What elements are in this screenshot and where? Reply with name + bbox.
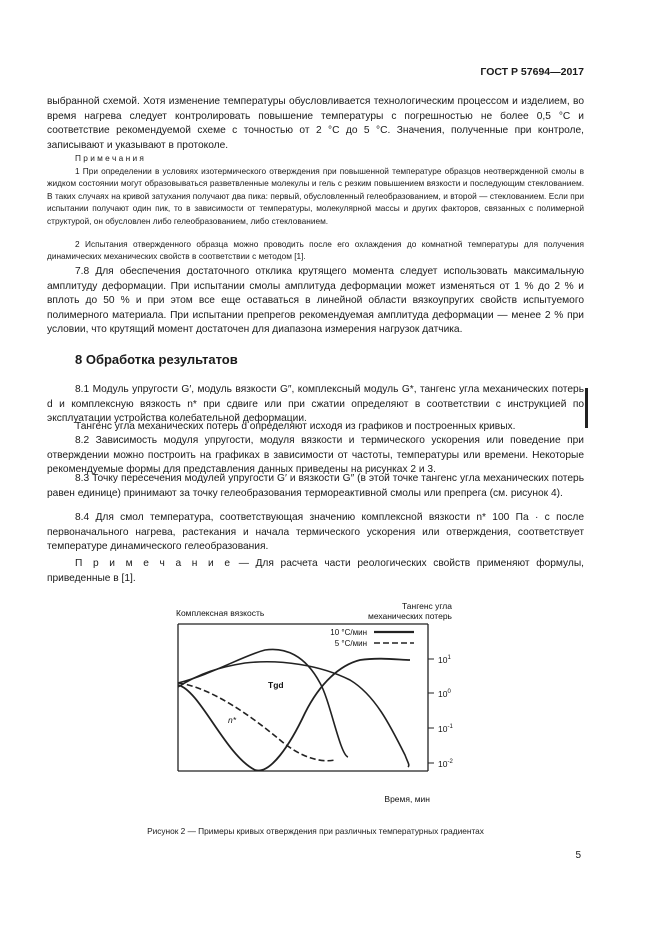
note-1: 1 При определении в условиях изотермического отверждения при повышенной температуре образцов неотвержденной смолы в жидком состоянии могут образовываться разветвленные молекулы и гель с резким повышением вязкости и последующим стеклованием. В таких случаях на кривой затухания получают два пика: первый, обусловленный гелеобразованием, и второй — стеклованием. Если при испытании получают один пик, то в зависимости от температуры, молекулярной массы и других факторов, связанных с полимерной структурой, он обусловлен либо гелеобразованием, либо стеклованием.: [47, 166, 584, 226]
legend-label-10: 10 °С/мин: [330, 628, 367, 637]
curve-label-viscosity: n*: [228, 715, 237, 725]
figure-caption: Рисунок 2 — Примеры кривых отверждения при различных температурных градиентах: [147, 826, 484, 836]
y-tick-label-4: $10^{-2}$: [438, 759, 453, 769]
right-axis-title-1: Тангенс угла: [401, 601, 452, 611]
curing-curves-figure: [170, 595, 470, 820]
paragraph-8-2: 8.2 Зависимость модуля упругости, модуля вязкости и термического ускорения или поведение при отверждении можно построить на графиках в зависимости от частоты, температуры или времени. Некоторые рекомендуемые формы для представления данных приведены на рисунках 2 и 3.: [47, 435, 584, 476]
left-axis-title: Комплексная вязкость: [176, 608, 265, 618]
paragraph-8-1-b: Тангенс угла механических потерь d определяют исходя из графиков и построенных кривых.: [75, 421, 516, 432]
note-2: 2 Испытания отвержденного образца можно проводить после его охлаждения до комнатной температуры для получения динамических механических свойств в соответствии с методом [1].: [47, 239, 584, 262]
notes-heading: П р и м е ч а н и я: [75, 153, 144, 163]
curve-label-tan-delta: Tgd: [268, 680, 284, 690]
paragraph-7-8: 7.8 Для обеспечения достаточного отклика крутящего момента следует использовать максимальную амплитуду деформации. При испытании смолы амплитуда деформации может изменяться от 1 % до 2 % и вплоть до 50 % и при этом все еще оставаться в линейной области вязкоупругих свойств испытуемого полимерного материала. При испытании препрегов рекомендуемая амплитуда деформации — менее 2 % при условии, что крутящий момент достаточен для диапазона измерения нагрузок датчика.: [47, 266, 584, 336]
document-header: ГОСТ Р 57694—2017: [480, 66, 584, 78]
note-formulas: [47, 557, 584, 586]
tan-delta-curve-5: [178, 662, 409, 767]
viscosity-curve-10: [178, 659, 410, 771]
tan-delta-curve-10: [178, 649, 348, 757]
right-axis-title-2: механических потерь: [367, 611, 452, 621]
viscosity-curve-5: [178, 683, 335, 761]
note-formulas-text: — Для расчета части реологических свойств применяют формулы, приведенные в [1].: [47, 558, 585, 584]
section-heading: 8 Обработка результатов: [75, 352, 238, 367]
legend-label-5: 5 °С/мин: [334, 639, 367, 648]
y-tick-label-1: $10^1$: [438, 655, 451, 665]
paragraph-intro: выбранной схемой. Хотя изменение температуры обусловливается технологическим процессом и изделием, во время нагрева следует контролировать повышение температуры с погрешностью не более 0,5 °С и соответствие рекомендуемой схеме с точностью от 2 °С до 5 °С. Значения, полученные при контроле, записывают и указывают в протоколе.: [47, 96, 584, 151]
y-tick-label-3: $10^{-1}$: [438, 724, 453, 734]
paragraph-8-1: 8.1 Модуль упругости G′, модуль вязкости G″, комплексный модуль G*, тангенс угла механических потерь d и комплексную вязкость n* при сдвиге или при сжатии определяют в соответствии с инструкцией по эксплуатации устройства колебательной деформации.: [47, 384, 584, 425]
page-number: 5: [575, 850, 581, 861]
change-bar: [585, 388, 588, 428]
x-axis-title: Время, мин: [384, 794, 430, 804]
paragraph-8-3: 8.3 Точку пересечения модулей упругости G′ и вязкости G″ (в этой точке тангенс угла механических потерь равен единице) принимают за точку гелеобразования термореактивной смолы или препрега (см. рисунок 4).: [47, 473, 584, 499]
y-tick-label-2: $10^0$: [438, 689, 451, 699]
paragraph-8-4: 8.4 Для смол температура, соответствующая значению комплексной вязкости n* 100 Па · с после первоначального нагрева, растекания и начала термического ускорения или отверждения, соответствует температуре динамического гелеобразования.: [47, 512, 584, 553]
note-formulas-heading: П р и м е ч а н и е: [75, 558, 233, 569]
